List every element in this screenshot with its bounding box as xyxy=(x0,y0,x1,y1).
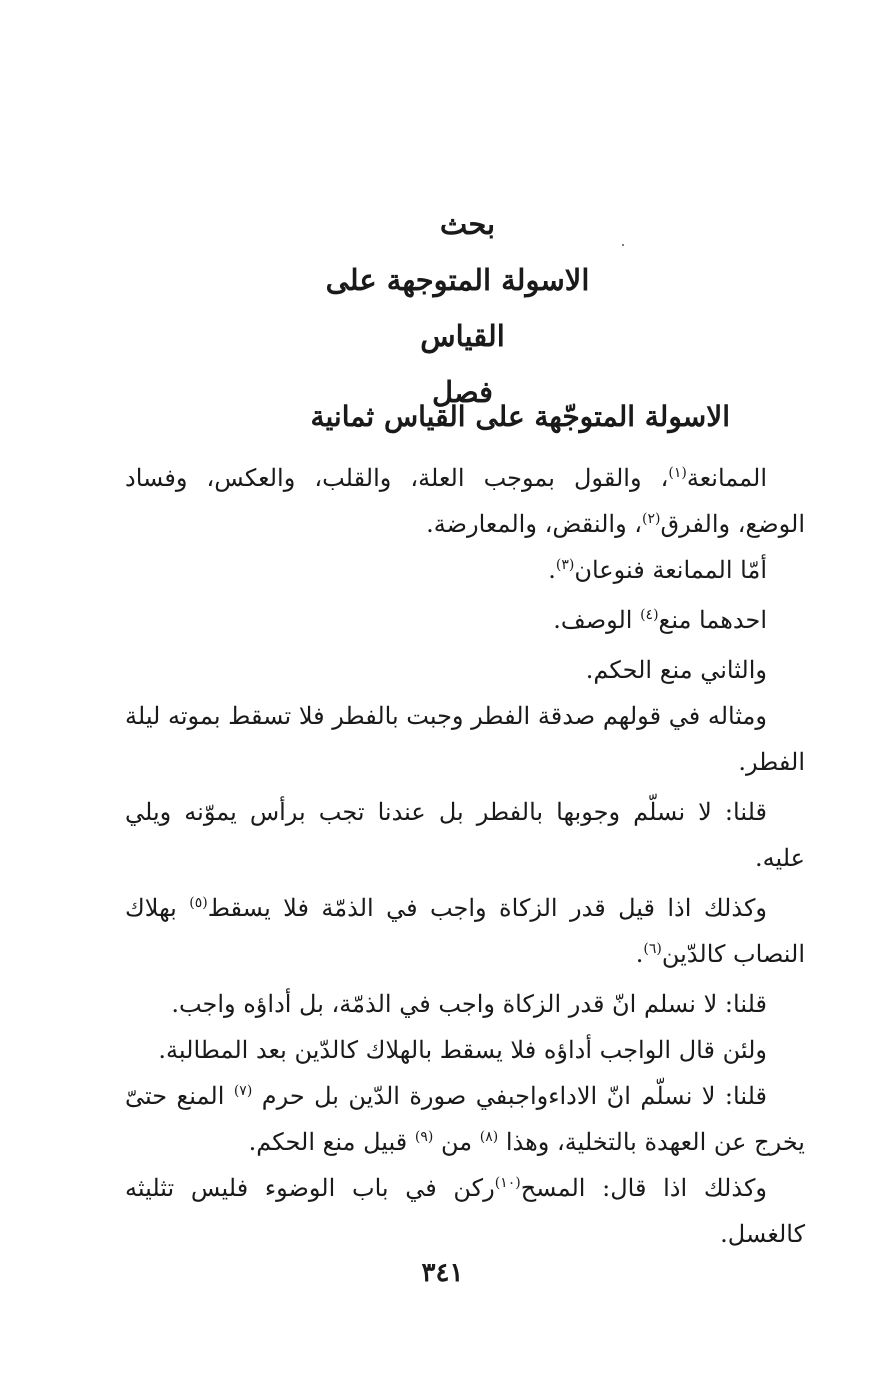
paragraph-8 xyxy=(125,981,805,1027)
paragraph-2-text-b: . xyxy=(548,556,556,584)
heading-block xyxy=(0,196,885,420)
paragraph-11 xyxy=(125,1165,805,1257)
body-text xyxy=(125,455,805,1257)
paragraph-9-text: ولئن قال الواجب أداؤه فلا يسقط بالهلاك كالدّين بعد المطالبة. xyxy=(158,1036,767,1064)
paragraph-6-text: قلنا: لا نسلّم وجوبها بالفطر بل عندنا تجب برأس يموّنه ويلي عليه. xyxy=(125,798,805,872)
paragraph-1-text-b: ، والقول بموجب العلة، والقلب، والعكس، وفساد الوضع، والفرق xyxy=(125,464,805,538)
paragraph-7-text-a: وكذلك اذا قيل قدر الزكاة واجب في الذمّة فلا يسقط xyxy=(207,894,767,922)
footnote-marker-5: (٥) xyxy=(189,895,208,911)
paragraph-7 xyxy=(125,885,805,977)
footnote-marker-7: (٧) xyxy=(233,1083,253,1099)
paragraph-10-text-a: قلنا: لا نسلّم انّ الاداءواجبفي صورة الدّين بل حرم xyxy=(252,1082,767,1110)
footnote-marker-10: (١٠) xyxy=(494,1175,521,1191)
paragraph-4 xyxy=(125,647,805,693)
footnote-marker-8: (٨) xyxy=(479,1129,499,1145)
footnote-marker-4: (٤) xyxy=(640,607,659,623)
paragraph-10-text-d: قبيل منع الحكم. xyxy=(248,1128,415,1156)
paragraph-1-text-c: ، والنقض، والمعارضة. xyxy=(426,510,643,538)
paragraph-11-text-b: ركن في باب الوضوء فليس تثليثه كالغسل. xyxy=(125,1174,805,1248)
page-number: ٣٤١ xyxy=(421,1258,464,1288)
paragraph-1-text-a: الممانعة xyxy=(686,464,767,492)
paragraph-11-text-a: وكذلك اذا قال: المسح xyxy=(520,1174,767,1202)
paragraph-2 xyxy=(125,547,805,593)
paragraph-10-text-b: المنع حتىّ يخرج عن العهدة بالتخلية، وهذا xyxy=(125,1082,805,1156)
paragraph-2-text-a: أمّا الممانعة فنوعان xyxy=(574,556,767,584)
paragraph-6 xyxy=(125,789,805,881)
paragraph-5-text: ومثاله في قولهم صدقة الفطر وجبت بالفطر فلا تسقط بموته ليلة الفطر. xyxy=(125,702,805,776)
paragraph-7-text-c: . xyxy=(635,940,644,968)
paragraph-9 xyxy=(125,1027,805,1073)
paragraph-1 xyxy=(125,455,805,547)
paragraph-10 xyxy=(125,1073,805,1165)
paragraph-8-text: قلنا: لا نسلم انّ قدر الزكاة واجب في الذمّة، بل أداؤه واجب. xyxy=(171,990,767,1018)
section-title: الاسولة المتوجّهة على القياس ثمانية xyxy=(310,400,730,433)
paragraph-7-text-b: بهلاك النصاب كالدّين xyxy=(125,894,805,968)
paragraph-3-text-b: الوصف. xyxy=(553,606,641,634)
footnote-marker-1: (١) xyxy=(668,465,687,481)
paragraph-3 xyxy=(125,597,805,643)
paragraph-5 xyxy=(125,693,805,785)
footnote-marker-6: (٦) xyxy=(643,941,662,957)
heading-asila: الاسولة المتوجهة على xyxy=(325,263,590,297)
footnote-marker-2: (٢) xyxy=(642,511,661,527)
heading-fasl: فصل xyxy=(432,375,493,409)
heading-qiyas: القياس xyxy=(420,319,505,353)
footnote-marker-3: (٣) xyxy=(555,557,575,573)
heading-bahth: بحث xyxy=(439,207,496,241)
paragraph-4-text: والثاني منع الحكم. xyxy=(585,656,767,684)
footnote-marker-9: (٩) xyxy=(414,1129,434,1145)
paragraph-10-text-c: من xyxy=(433,1128,480,1156)
paragraph-3-text-a: احدهما منع xyxy=(658,606,767,634)
